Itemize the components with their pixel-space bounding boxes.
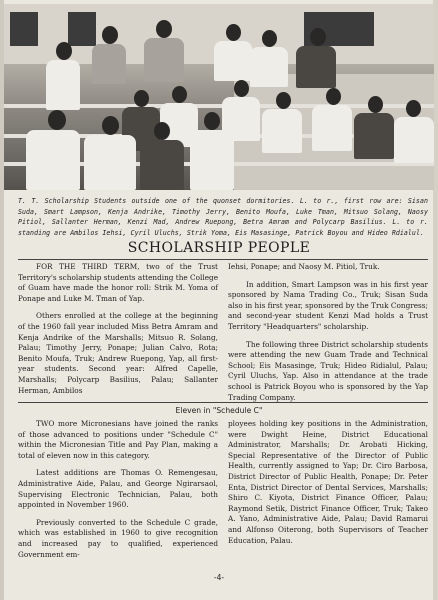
article-paragraph: Latest additions are Thomas O. Remengesau, Administrative Aide, Palau, and George Ngirarsaol, Supervising Electronic Technician, Palau, both appointed in November 1960.	[18, 468, 218, 510]
photo-window	[10, 12, 38, 46]
article-paragraph: FOR THE THIRD TERM, two of the Trust Territory's scholarship students attending the College of Guam have made the honor roll: Strik M. Yoma of Ponape and Luke M. Tman of Yap.	[18, 262, 219, 303]
page-number: -4-	[213, 573, 225, 582]
group-photograph	[4, 4, 434, 190]
headline-rule	[18, 259, 428, 260]
article-column-left	[18, 419, 218, 567]
article-column-right	[228, 419, 428, 553]
article-paragraph: In addition, Smart Lampson was in his first year sponsored by Nama Trading Co., Truk; Sisan Suda also in his first year, sponsored by the Truk Congress; and second-year student Kenzi Mad holds a Trust Territory "Headquarters" scholarship.	[228, 279, 428, 331]
article-paragraph: Previously converted to the Schedule C grade, which was established in 1960 to give recognition and increased pay to qualified, experienced Government em-	[18, 517, 218, 559]
article-paragraph: Iehsi, Ponape; and Naosy M. Pitiol, Truk.	[228, 262, 380, 271]
article-column-right	[228, 262, 428, 410]
section-rule	[18, 402, 428, 403]
article-column-left	[18, 262, 218, 403]
photo-caption: T. T. Scholarship Students outside one of the quonset dormitories. L. to r., first row are: Sisan Suda, Smart Lampson, Kenja Andrike, Timothy Jerry, Benito Moufa, Luke Tman, Mitsuo Solang, Naosy Pitiol, Sallanter Herman, Kenzi Mad, Andrew Ruepong, Betra Amram and Polycarp Basilius. L. to r. standing are Ambilos Iehsi, Cyril Uluchs, Strik Yoma, Eis Masasinge, Patrick Boyou and Hideo Rdialul.	[18, 197, 428, 237]
article-headline: SCHOLARSHIP PEOPLE	[127, 240, 311, 256]
article-subheadline: Eleven in "Schedule C"	[175, 406, 263, 415]
article-paragraph: The following three District scholarship students were attending the new Guam Trade and Technical School; Eis Masasinge, Truk; Hideo Ridialul, Palau; Cyril Uluchs, Yap. Also in attendance at the trade school is Patrick Boyou who is sponsored by the Yap Trading Company.	[228, 339, 428, 402]
article-paragraph: TWO more Micronesians have joined the ranks of those advanced to positions under "Schedule C" within the Micronesian Title and Pay Plan, making a total of eleven now in this category.	[18, 419, 218, 460]
photo-window	[68, 12, 96, 46]
article-paragraph: ployees holding key positions in the Administration, were Dwight Heine, District Educational Administrator, Marshalls; Dr. Arobati Hicking, Special Representative of the Director of Public Health, currently assigned to Yap; Dr. Ciro Barbosa, District Director of Public Health, Ponape; Dr. Peter Enta, District Director of Dental Services, Marshalls; Shiro C. Kiyota, District Finance Officer, Palau; Raymond Setik, District Finance Officer, Truk; Takeo A. Yano, Administrative Aide, Palau; David Ramarui and Alfonso Oiterong, both Supervisors of Teacher Education, Palau.	[228, 419, 428, 545]
article-paragraph: Others enrolled at the college at the beginning of the 1960 fall year included Miss Betra Amram and Kenja Andrike of the Marshalls; Mitsuo R. Solang, Palau; Timothy Jerry, Ponape; Julian Calvo, Rota; Benito Moufa, Truk; Andrew Ruepong, Yap, all first-year students. Second year: Alfred Capelle, Marshalls; Polycarp Basilius, Palau; Sallanter Herman, Ambilos	[18, 311, 218, 395]
